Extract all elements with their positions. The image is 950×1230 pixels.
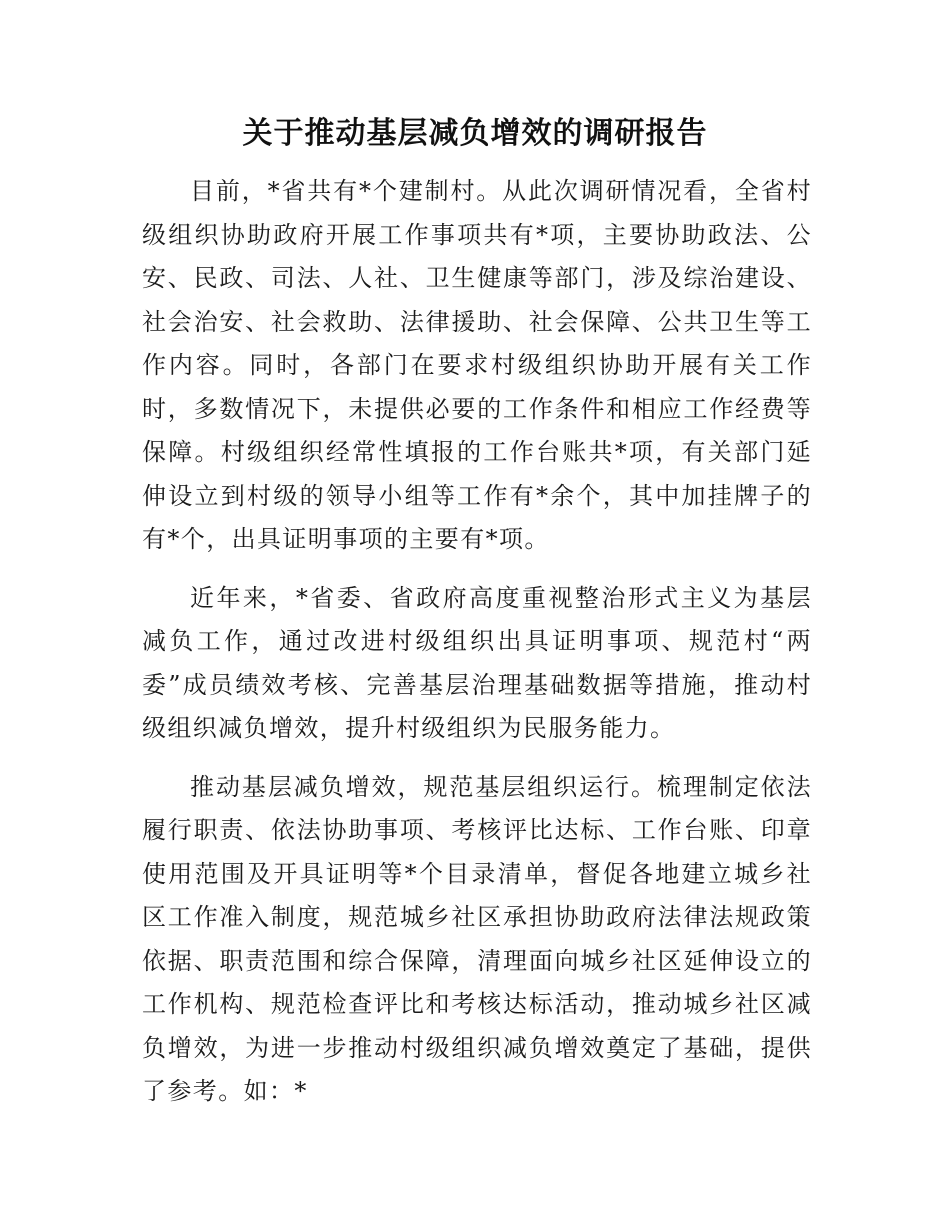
paragraph-3: 推动基层减负增效，规范基层组织运行。梳理制定依法履行职责、依法协助事项、考核评比达标、工作台账、印章使用范围及开具证明等*个目录清单，督促各地建立城乡社区工作准入制度，规范城乡社区承担协助政府法律法规政策依据、职责范围和综合保障，清理面向城乡社区延伸设立的工作机构、规范检查评比和考核达标活动，推动城乡社区减负增效，为进一步推动村级组织减负增效奠定了基础，提供了参考。如：*	[142, 772, 812, 1105]
document-title: 关于推动基层减负增效的调研报告	[242, 116, 708, 151]
paragraph-1: 目前，*省共有*个建制村。从此次调研情况看，全省村级组织协助政府开展工作事项共有*项，主要协助政法、公安、民政、司法、人社、卫生健康等部门，涉及综治建设、社会治安、社会救助、法律援助、社会保障、公共卫生等工作内容。同时，各部门在要求村级组织协助开展有关工作时，多数情况下，未提供必要的工作条件和相应工作经费等保障。村级组织经常性填报的工作台账共*项，有关部门延伸设立到村级的领导小组等工作有*余个，其中加挂牌子的有*个，出具证明事项的主要有*项。	[142, 177, 812, 553]
document-body	[142, 170, 812, 1114]
paragraph-2: 近年来，*省委、省政府高度重视整治形式主义为基层减负工作，通过改进村级组织出具证明事项、规范村“两委”成员绩效考核、完善基层治理基础数据等措施，推动村级组织减负增效，提升村级组织为民服务能力。	[142, 583, 812, 742]
